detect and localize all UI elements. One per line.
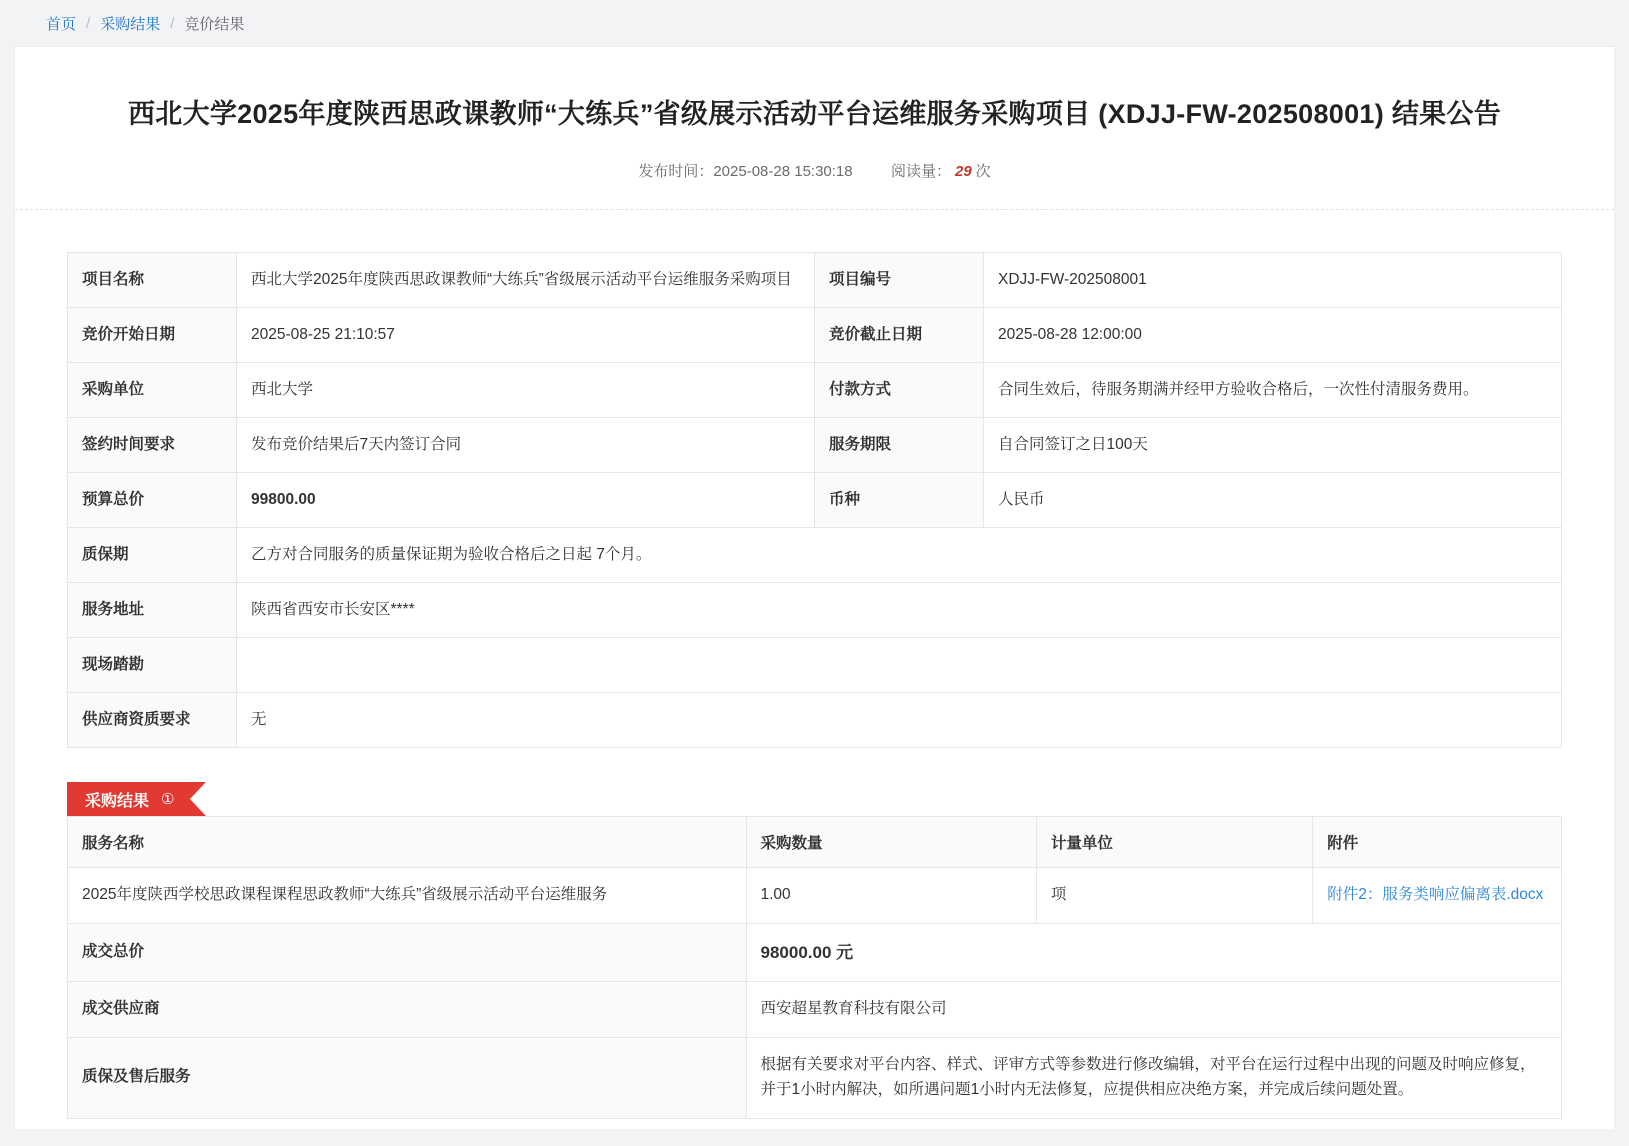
table-row (68, 528, 1562, 583)
table-row (68, 868, 1562, 924)
info-value-service-address: 陕西省西安市长安区**** (237, 583, 1562, 638)
breadcrumb-home[interactable]: 首页 (46, 15, 77, 33)
attachment-link[interactable]: 附件2：服务类响应偏离表.docx (1327, 886, 1544, 904)
info-value-supplier-qualification: 无 (237, 693, 1562, 748)
status-badge (67, 782, 190, 816)
result-item-attachment-cell (1313, 868, 1562, 924)
info-key-service-period: 服务期限 (815, 418, 984, 473)
table-row (68, 363, 1562, 418)
info-value-currency: 人民币 (984, 473, 1562, 528)
info-key-payment: 付款方式 (815, 363, 984, 418)
info-value-site-survey (237, 638, 1562, 693)
result-header-name: 服务名称 (68, 817, 747, 868)
table-row (68, 253, 1562, 308)
result-item-name: 2025年度陕西学校思政课程课程思政教师“大练兵”省级展示活动平台运维服务 (68, 868, 747, 924)
table-row (68, 418, 1562, 473)
result-header-attachment: 附件 (1313, 817, 1562, 868)
table-row (68, 1038, 1562, 1119)
project-info-section (15, 210, 1614, 748)
result-value-supplier: 西安超星教育科技有限公司 (746, 982, 1562, 1038)
announcement-card (14, 46, 1615, 1129)
table-row (68, 638, 1562, 693)
table-header-row (68, 817, 1562, 868)
announcement-meta (15, 134, 1614, 210)
result-key-total-price: 成交总价 (68, 924, 747, 982)
result-tag-label: 采购结果 (85, 792, 150, 810)
views-unit: 次 (975, 163, 991, 181)
info-value-bid-start: 2025-08-25 21:10:57 (237, 308, 815, 363)
breadcrumb (0, 0, 1629, 46)
publish-time-value: 2025-08-28 15:30:18 (713, 163, 853, 181)
purchase-result-section (15, 748, 1614, 1118)
info-value-budget: 99800.00 (237, 473, 815, 528)
info-key-sign-time: 签约时间要求 (68, 418, 237, 473)
info-value-bid-end: 2025-08-28 12:00:00 (984, 308, 1562, 363)
result-item-unit: 项 (1036, 868, 1312, 924)
info-key-site-survey: 现场踏勘 (68, 638, 237, 693)
result-item-qty: 1.00 (746, 868, 1036, 924)
table-row (68, 583, 1562, 638)
table-row (68, 924, 1562, 982)
info-value-warranty: 乙方对合同服务的质量保证期为验收合格后之日起 7个月。 (237, 528, 1562, 583)
breadcrumb-separator-2: / (170, 14, 175, 32)
info-key-project-name: 项目名称 (68, 253, 237, 308)
project-info-table (67, 252, 1562, 748)
info-key-budget: 预算总价 (68, 473, 237, 528)
info-key-bid-start: 竞价开始日期 (68, 308, 237, 363)
breadcrumb-separator-1: / (86, 14, 91, 32)
purchase-result-table (67, 816, 1562, 1118)
info-value-payment: 合同生效后，待服务期满并经甲方验收合格后，一次性付清服务费用。 (984, 363, 1562, 418)
result-value-aftersales: 根据有关要求对平台内容、样式、评审方式等参数进行修改编辑，对平台在运行过程中出现的问题及时响应修复，并于1小时内解决，如所遇问题1小时内无法修复，应提供相应决绝方案，并完成后续问题处置。 (746, 1038, 1562, 1119)
info-key-project-code: 项目编号 (815, 253, 984, 308)
table-row (68, 473, 1562, 528)
result-key-supplier: 成交供应商 (68, 982, 747, 1038)
result-key-aftersales: 质保及售后服务 (68, 1038, 747, 1119)
info-value-project-code: XDJJ-FW-202508001 (984, 253, 1562, 308)
info-key-purchaser: 采购单位 (68, 363, 237, 418)
views-label: 阅读量： (890, 163, 951, 181)
info-key-warranty: 质保期 (68, 528, 237, 583)
result-header-qty: 采购数量 (746, 817, 1036, 868)
info-key-supplier-qualification: 供应商资质要求 (68, 693, 237, 748)
views-count: 29 (954, 163, 972, 181)
table-row (68, 308, 1562, 363)
result-tag-row (67, 782, 1562, 816)
page-title: 西北大学2025年度陕西思政课教师“大练兵”省级展示活动平台运维服务采购项目 (XDJJ-FW-202508001) 结果公告 (127, 99, 1502, 129)
publish-time-label: 发布时间： (638, 163, 714, 181)
info-key-service-address: 服务地址 (68, 583, 237, 638)
table-row (68, 982, 1562, 1038)
info-value-service-period: 自合同签订之日100天 (984, 418, 1562, 473)
info-value-sign-time: 发布竞价结果后7天内签订合同 (237, 418, 815, 473)
breadcrumb-level2[interactable]: 采购结果 (100, 15, 161, 33)
result-value-total-price: 98000.00 元 (746, 924, 1562, 982)
info-key-bid-end: 竞价截止日期 (815, 308, 984, 363)
result-header-unit: 计量单位 (1036, 817, 1312, 868)
table-row (68, 693, 1562, 748)
breadcrumb-current: 竞价结果 (184, 15, 245, 33)
info-key-currency: 币种 (815, 473, 984, 528)
info-value-purchaser: 西北大学 (237, 363, 815, 418)
info-value-project-name: 西北大学2025年度陕西思政课教师“大练兵”省级展示活动平台运维服务采购项目 (237, 253, 815, 308)
result-tag-number: ① (161, 791, 175, 809)
